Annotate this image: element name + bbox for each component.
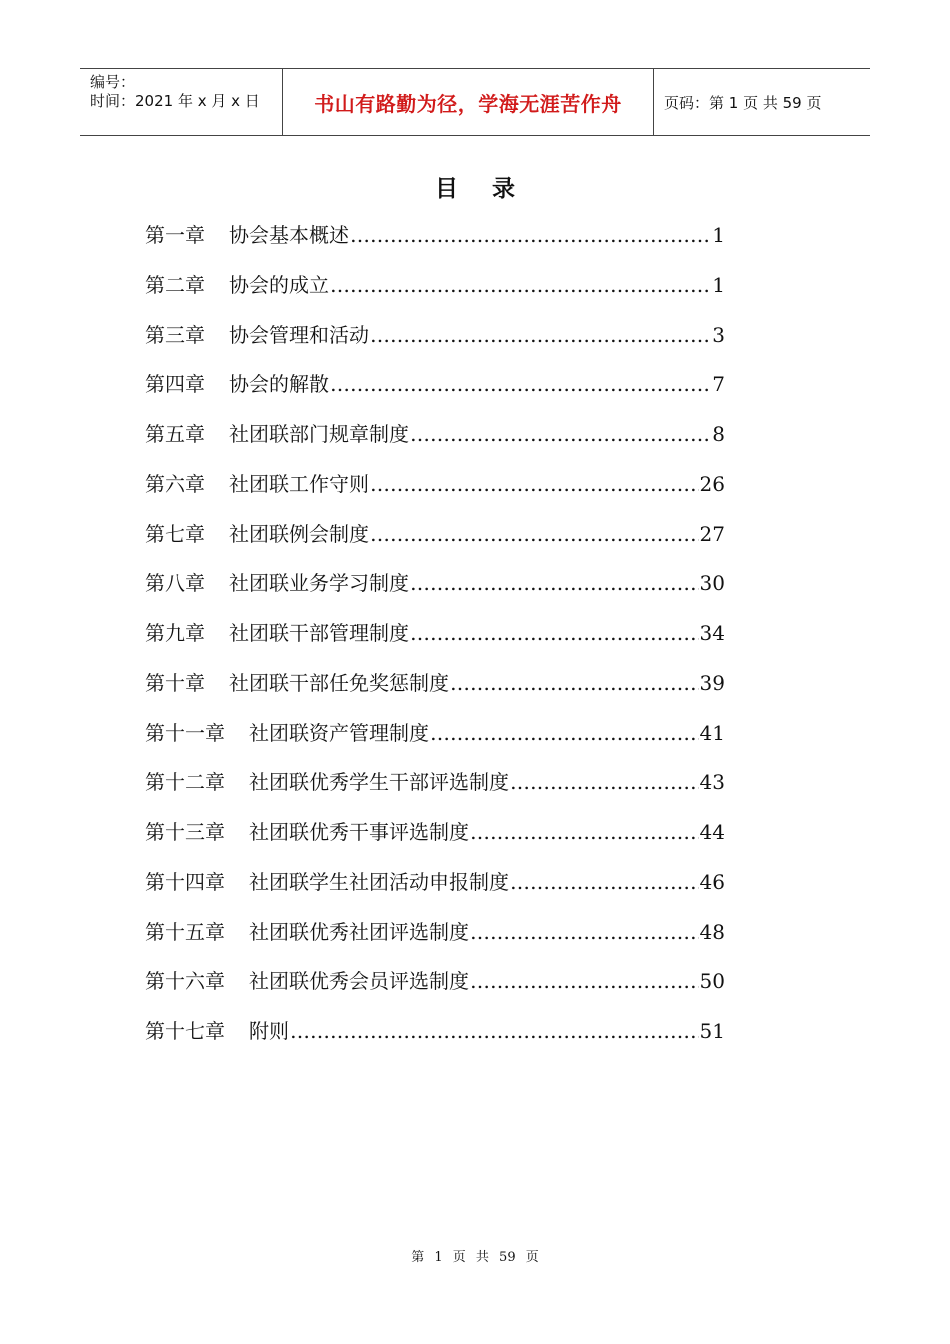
toc-page-number: 26: [699, 471, 725, 496]
toc-chapter-title: 社团联例会制度: [229, 521, 369, 546]
toc-chapter-number: 第十一章: [145, 720, 225, 745]
toc-chapter-number: 第八章: [145, 571, 205, 596]
toc-entry[interactable]: [145, 216, 725, 266]
toc-leader-dots: [410, 614, 699, 652]
toc-chapter-title: 协会的成立: [229, 272, 329, 297]
toc-chapter-title: 社团联资产管理制度: [249, 720, 429, 745]
toc-page-number: 44: [699, 820, 725, 844]
toc-page-number: 1: [712, 272, 725, 297]
toc-leader-dots: [470, 813, 699, 851]
toc-entry[interactable]: [145, 1012, 725, 1062]
toc-entry[interactable]: [145, 564, 725, 614]
toc-chapter-number: 第七章: [145, 521, 205, 546]
toc-page-number: 43: [699, 770, 725, 795]
toc-chapter-number: 第十六章: [145, 969, 225, 994]
header-page-info: 页码：第 1 页 共 59 页: [664, 93, 822, 112]
toc-leader-dots: [470, 913, 699, 951]
toc-page-number: 7: [712, 372, 725, 397]
toc-entry[interactable]: [145, 913, 725, 963]
toc-entry[interactable]: [145, 415, 725, 465]
toc-chapter-title: 协会的解散: [229, 372, 329, 397]
toc-chapter-title: 协会基本概述: [229, 223, 349, 247]
toc-leader-dots: [370, 465, 699, 503]
toc-entry[interactable]: [145, 863, 725, 913]
toc-leader-dots: [510, 863, 699, 901]
document-date: 时间：2021 年 x 月 x 日: [90, 92, 260, 110]
toc-chapter-number: 第六章: [145, 471, 205, 496]
toc-entry[interactable]: [145, 763, 725, 813]
toc-page-number: 30: [699, 571, 725, 596]
toc-chapter-title: 社团联部门规章制度: [229, 422, 409, 446]
toc-chapter-title: 社团联学生社团活动申报制度: [249, 869, 509, 894]
toc-chapter-number: 第九章: [145, 621, 205, 645]
toc-page-number: 48: [699, 919, 725, 944]
toc-page-number: 41: [699, 720, 725, 745]
toc-page-number: 1: [712, 223, 725, 247]
toc-entry[interactable]: [145, 714, 725, 764]
toc-chapter-number: 第四章: [145, 372, 205, 397]
toc-leader-dots: [330, 365, 711, 403]
toc-page-number: 50: [699, 969, 725, 994]
toc-page-number: 8: [712, 422, 725, 446]
toc-entry[interactable]: [145, 316, 725, 366]
toc-leader-dots: [370, 515, 699, 553]
toc-entry[interactable]: [145, 813, 725, 863]
toc-entry[interactable]: [145, 614, 725, 664]
toc-chapter-number: 第一章: [145, 223, 205, 247]
toc-chapter-number: 第五章: [145, 422, 205, 446]
page-header: [80, 68, 870, 136]
toc-chapter-title: 社团联工作守则: [229, 471, 369, 496]
toc-chapter-number: 第十七章: [145, 1019, 225, 1043]
toc-leader-dots: [350, 216, 711, 254]
document-number-label: 编号：: [90, 73, 136, 91]
header-motto: 书山有路勤为径，学海无涯苦作舟: [282, 69, 654, 135]
toc-chapter-number: 第十二章: [145, 770, 225, 795]
toc-page-number: 39: [699, 670, 725, 695]
toc-entry[interactable]: [145, 962, 725, 1012]
page-footer: 第 1 页 共 59 页: [411, 1250, 539, 1265]
toc-leader-dots: [510, 763, 699, 801]
toc-page-number: 3: [712, 322, 725, 347]
toc-entry[interactable]: [145, 266, 725, 316]
header-meta: [80, 69, 282, 135]
toc-chapter-title: 社团联优秀会员评选制度: [249, 969, 469, 994]
toc-chapter-title: 社团联干部管理制度: [229, 621, 409, 645]
toc-chapter-number: 第十三章: [145, 820, 225, 844]
toc-leader-dots: [410, 564, 699, 602]
toc-leader-dots: [470, 962, 699, 1000]
toc-chapter-number: 第二章: [145, 272, 205, 297]
toc-leader-dots: [290, 1012, 699, 1050]
toc-page-number: 46: [699, 869, 725, 894]
toc-title: 目录: [435, 176, 549, 202]
toc-entry[interactable]: [145, 664, 725, 714]
toc-entry[interactable]: [145, 515, 725, 565]
toc-leader-dots: [330, 266, 711, 304]
toc-chapter-title: 社团联干部任免奖惩制度: [229, 670, 449, 695]
toc-chapter-number: 第三章: [145, 322, 205, 347]
toc-leader-dots: [370, 316, 711, 354]
toc-chapter-number: 第十章: [145, 670, 205, 695]
toc-chapter-number: 第十四章: [145, 869, 225, 894]
toc-chapter-title: 社团联优秀学生干部评选制度: [249, 770, 509, 795]
toc-page-number: 34: [699, 621, 725, 645]
toc-chapter-title: 社团联优秀社团评选制度: [249, 919, 469, 944]
toc-chapter-title: 协会管理和活动: [229, 322, 369, 347]
toc-chapter-title: 社团联业务学习制度: [229, 571, 409, 596]
toc-page-number: 27: [699, 521, 725, 546]
toc-entry[interactable]: [145, 465, 725, 515]
toc-leader-dots: [430, 714, 699, 752]
toc-leader-dots: [450, 664, 699, 702]
toc-leader-dots: [410, 415, 711, 453]
table-of-contents: [145, 216, 725, 1062]
toc-chapter-title: 社团联优秀干事评选制度: [249, 820, 469, 844]
toc-chapter-title: 附则: [249, 1019, 289, 1043]
toc-entry[interactable]: [145, 365, 725, 415]
toc-page-number: 51: [699, 1019, 725, 1043]
toc-chapter-number: 第十五章: [145, 919, 225, 944]
